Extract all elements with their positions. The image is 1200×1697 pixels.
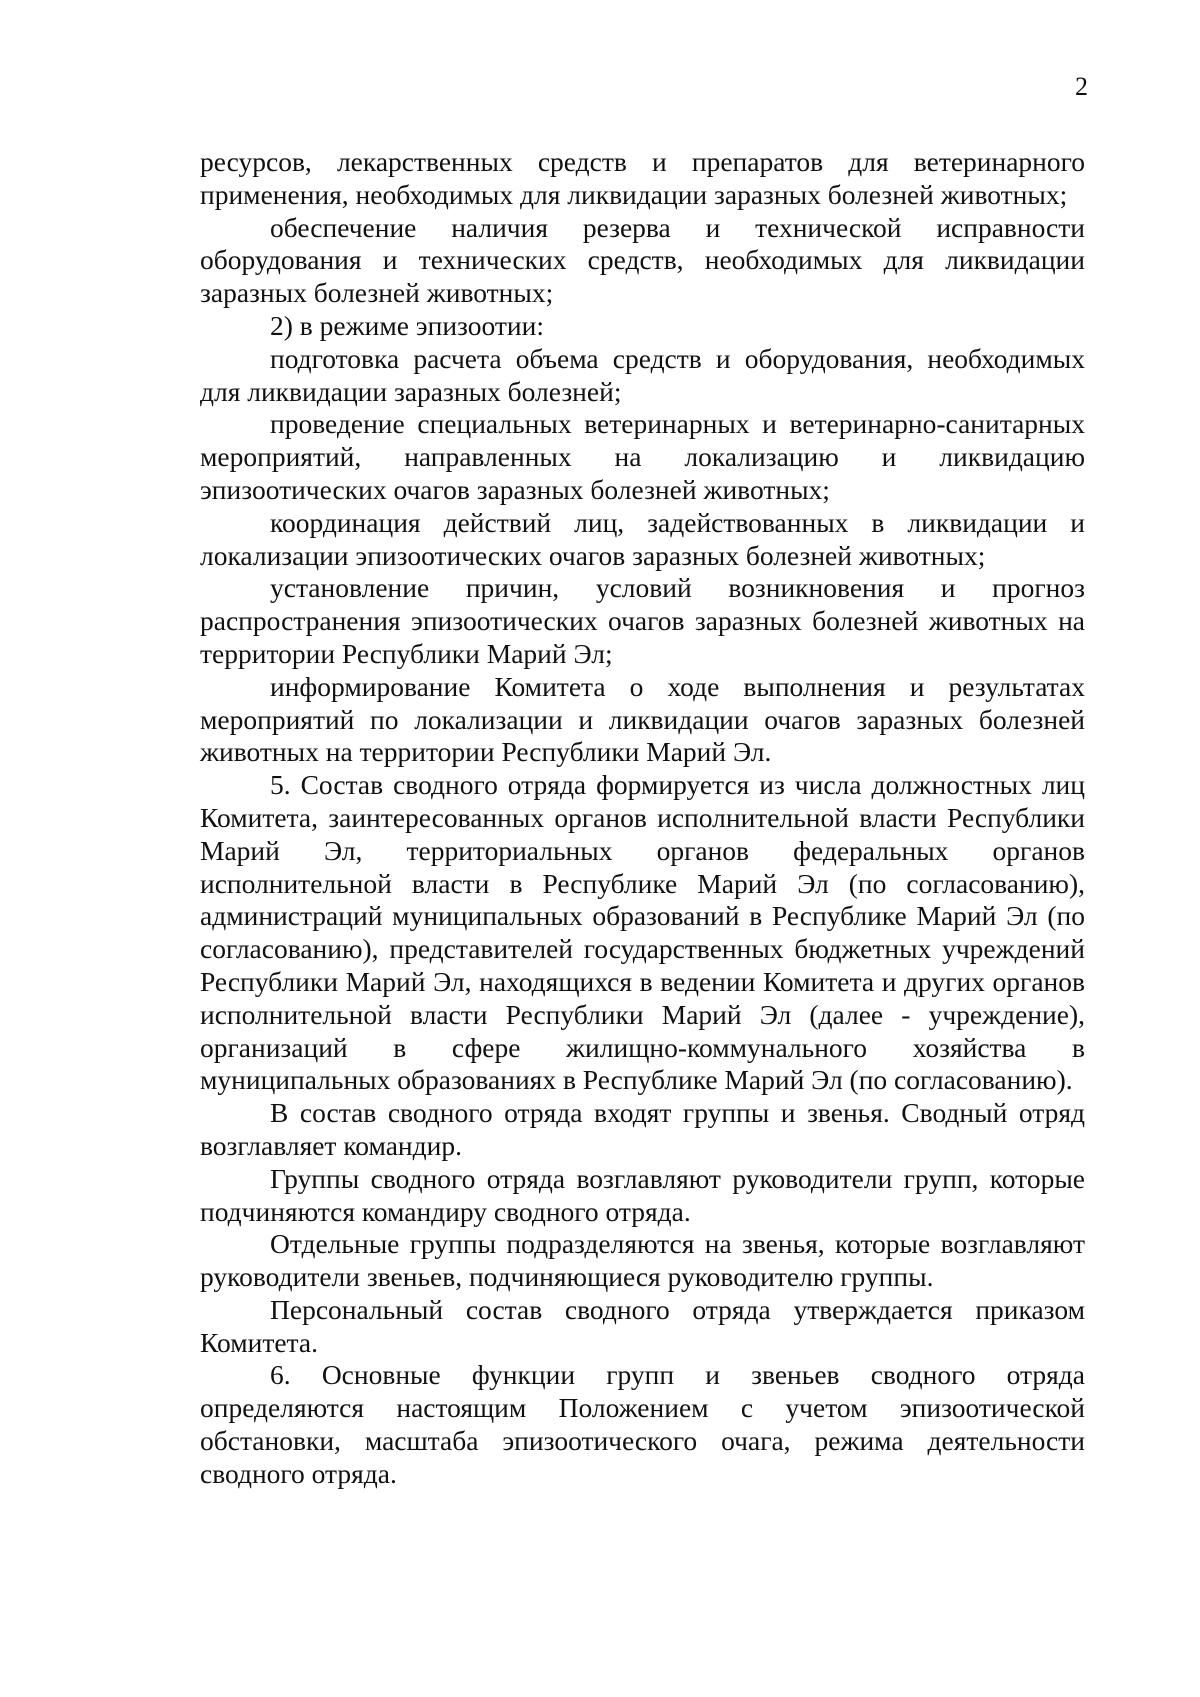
paragraph: Группы сводного отряда возглавляют руководители групп, которые подчиняются командиру сводного отряда. [200,1162,1085,1227]
paragraph: В состав сводного отряда входят группы и звенья. Сводный отряд возглавляет командир. [200,1097,1085,1161]
paragraph: установление причин, условий возникновения и прогноз распространения эпизоотических очагов заразных болезней животных на территории Республики Марий Эл; [200,572,1085,669]
paragraph: подготовка расчета объема средств и оборудования, необходимых для ликвидации заразных болезней; [200,342,1085,407]
paragraph: проведение специальных ветеринарных и ветеринарно-санитарных мероприятий, направленных на локализацию и ликвидацию эпизоотических очагов заразных болезней животных; [200,408,1085,505]
paragraph: 2) в режиме эпизоотии: [270,309,544,341]
paragraph: 5. Состав сводного отряда формируется из числа должностных лиц Комитета, заинтересованных органов исполнительной власти Республики Марий Эл, территориальных органов федеральных органов исполнительной власти в Республике Марий Эл (по согласованию), администраций муниципальных образований в Республике Марий Эл (по согласованию), представителей государственных бюджетных учреждений Республики Марий Эл, находящихся в ведении Комитета и других органов исполнительной власти Республики Марий Эл (далее - учреждение), организаций в сфере жилищно-коммунального хозяйства в муниципальных образованиях в Республике Марий Эл (по согласованию). [200,769,1085,1096]
paragraph: информирование Комитета о ходе выполнения и результатах мероприятий по локализации и ликвидации очагов заразных болезней животных на территории Республики Марий Эл. [200,670,1085,768]
paragraph: Персональный состав сводного отряда утверждается приказом Комитета. [200,1293,1085,1358]
paragraph: 6. Основные функции групп и звеньев сводного отряда определяются настоящим Положением с учетом эпизоотической обстановки, масштаба эпизоотического очага, режима деятельности сводного отряда. [200,1359,1085,1489]
paragraph: Отдельные группы подразделяются на звенья, которые возглавляют руководители звеньев, подчиняющиеся руководителю группы. [200,1228,1085,1293]
paragraph: обеспечение наличия резерва и технической исправности оборудования и технических средств, необходимых для ликвидации заразных болезней животных; [200,211,1085,309]
paragraph: координация действий лиц, задействованных в ликвидации и локализации эпизоотических очагов заразных болезней животных; [200,506,1085,571]
paragraph: ресурсов, лекарственных средств и препаратов для ветеринарного применения, необходимых для ликвидации заразных болезней животных; [200,146,1085,210]
page-number: 2 [1075,72,1088,101]
document-body [200,146,1085,1491]
